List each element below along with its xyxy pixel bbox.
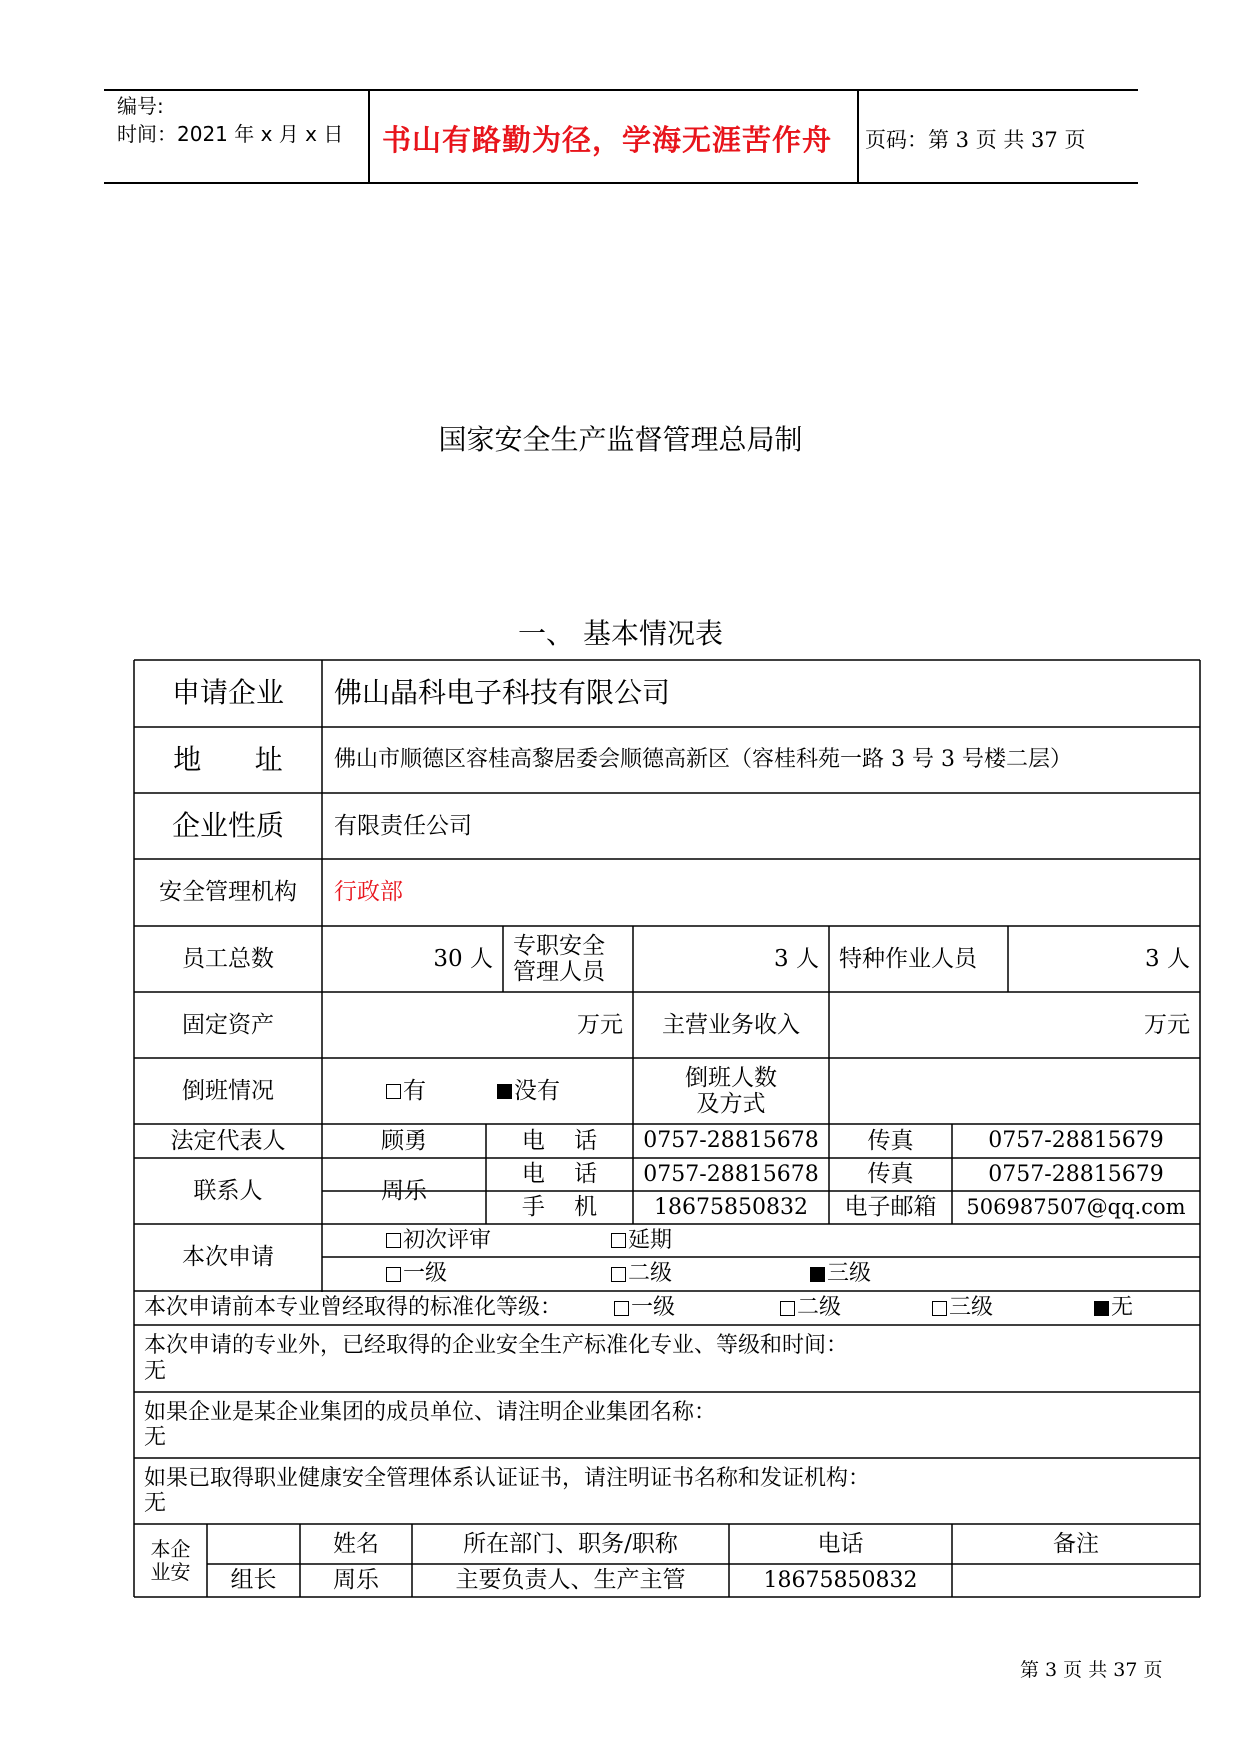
legal-name: 顾勇 bbox=[381, 1127, 427, 1154]
legal-phone: 0757-28815678 bbox=[643, 1128, 819, 1154]
revenue-label: 主营业务收入 bbox=[662, 1011, 800, 1038]
empty-box-icon[interactable] bbox=[611, 1267, 626, 1282]
checked-box-icon[interactable] bbox=[810, 1267, 825, 1282]
team-side-label-line-0: 本企 bbox=[150, 1536, 191, 1561]
assets-label: 固定资产 bbox=[182, 1011, 274, 1038]
issuer-line: 国家安全生产监督管理总局制 bbox=[438, 423, 803, 456]
checked-box-icon[interactable] bbox=[497, 1084, 512, 1099]
empty-box-icon[interactable] bbox=[932, 1301, 947, 1316]
contact-phone-label: 电 话 bbox=[521, 1161, 598, 1188]
group-membership-line-1: 无 bbox=[144, 1425, 167, 1450]
prior-level-1[interactable] bbox=[614, 1291, 724, 1325]
staff-label: 员工总数 bbox=[182, 945, 274, 972]
shift-option-yes-label: 有 bbox=[403, 1077, 426, 1104]
prior-level-none-label: 无 bbox=[1111, 1295, 1134, 1321]
section-title: 一、 基本情况表 bbox=[518, 617, 723, 650]
safety-staff-value: 3 人 bbox=[774, 945, 819, 972]
empty-box-icon[interactable] bbox=[780, 1301, 795, 1316]
safety-staff-label bbox=[513, 926, 633, 992]
team-side-label-line-1: 业安 bbox=[150, 1559, 191, 1584]
prior-level-3[interactable] bbox=[932, 1291, 1042, 1325]
prior-level-3-label: 三级 bbox=[949, 1295, 994, 1321]
company-label: 申请企业 bbox=[171, 676, 284, 710]
team-row-role: 组长 bbox=[230, 1567, 277, 1594]
contact-fax-label: 传真 bbox=[867, 1161, 914, 1188]
group-membership-line-0: 如果企业是某企业集团的成员单位、请注明企业集团名称： bbox=[144, 1399, 717, 1425]
apply-type-extension-label: 延期 bbox=[628, 1227, 673, 1253]
contact-phone: 0757-28815678 bbox=[643, 1161, 819, 1187]
header-motto: 书山有路勤为径，学海无涯苦作舟 bbox=[381, 123, 832, 157]
shift-count-label-line-0: 倒班人数 bbox=[685, 1064, 777, 1091]
special-value: 3 人 bbox=[1145, 945, 1190, 972]
other-standards-line-1: 无 bbox=[144, 1358, 167, 1384]
apply-level-1-label: 一级 bbox=[403, 1261, 448, 1287]
nature-label: 企业性质 bbox=[171, 808, 284, 842]
empty-box-icon[interactable] bbox=[386, 1233, 401, 1248]
ohs-certificate bbox=[144, 1458, 1194, 1524]
apply-level-3-label: 三级 bbox=[827, 1261, 872, 1287]
apply-level-2[interactable] bbox=[611, 1257, 731, 1291]
team-header-note: 备注 bbox=[1053, 1530, 1099, 1557]
contact-mobile: 18675850832 bbox=[654, 1194, 808, 1220]
team-header-name: 姓名 bbox=[333, 1530, 379, 1557]
apply-type-initial[interactable] bbox=[386, 1224, 566, 1257]
org-label: 安全管理机构 bbox=[159, 879, 297, 906]
team-header-phone: 电话 bbox=[817, 1530, 864, 1557]
empty-box-icon[interactable] bbox=[386, 1084, 401, 1099]
empty-box-icon[interactable] bbox=[386, 1267, 401, 1282]
legal-phone-label: 电 话 bbox=[521, 1127, 598, 1154]
prior-level-1-label: 一级 bbox=[631, 1295, 676, 1321]
team-header-role bbox=[207, 1524, 300, 1564]
apply-level-1[interactable] bbox=[386, 1257, 506, 1291]
contact-fax: 0757-28815679 bbox=[988, 1161, 1164, 1187]
checked-box-icon[interactable] bbox=[1094, 1301, 1109, 1316]
prior-level-2[interactable] bbox=[780, 1291, 890, 1325]
prior-level-2-label: 二级 bbox=[797, 1295, 842, 1321]
page-footer: 第 3 页 共 37 页 bbox=[1020, 1659, 1163, 1681]
team-row-phone: 18675850832 bbox=[763, 1567, 918, 1593]
contact-label: 联系人 bbox=[193, 1177, 263, 1204]
team-side-label bbox=[134, 1524, 207, 1597]
shift-count-label-line-1: 及方式 bbox=[696, 1091, 766, 1117]
nature-value: 有限责任公司 bbox=[334, 812, 472, 839]
ohs-certificate-line-1: 无 bbox=[144, 1491, 167, 1516]
apply-label: 本次申请 bbox=[182, 1244, 274, 1271]
email-label: 电子邮箱 bbox=[844, 1194, 937, 1221]
ohs-certificate-line-0: 如果已取得职业健康安全管理体系认证证书，请注明证书名称和发证机构： bbox=[144, 1465, 871, 1491]
address-value: 佛山市顺德区容桂高黎居委会顺德高新区（容桂科苑一路 3 号 3 号楼二层） bbox=[334, 747, 1072, 773]
team-row-name: 周乐 bbox=[333, 1567, 379, 1594]
contact-name: 周乐 bbox=[381, 1177, 427, 1204]
apply-level-3[interactable] bbox=[810, 1257, 930, 1291]
other-standards-line-0: 本次申请的专业外，已经取得的企业安全生产标准化专业、等级和时间： bbox=[144, 1333, 849, 1359]
serial-label: 编号: bbox=[117, 94, 164, 118]
team-row-note bbox=[952, 1564, 1200, 1597]
mobile-label: 手 机 bbox=[521, 1194, 598, 1221]
empty-box-icon[interactable] bbox=[611, 1233, 626, 1248]
apply-level-2-label: 二级 bbox=[628, 1261, 673, 1287]
header-page-number: 页码：第 3 页 共 37 页 bbox=[865, 128, 1086, 152]
apply-type-extension[interactable] bbox=[611, 1224, 751, 1257]
safety-staff-label-line-0: 专职安全 bbox=[513, 932, 605, 959]
shift-option-no-label: 没有 bbox=[514, 1077, 560, 1104]
apply-type-initial-label: 初次评审 bbox=[403, 1227, 492, 1253]
legal-fax: 0757-28815679 bbox=[988, 1128, 1164, 1154]
revenue-unit: 万元 bbox=[1144, 1011, 1190, 1038]
time-label: 时间：2021 年 x 月 x 日 bbox=[117, 122, 344, 146]
assets-unit: 万元 bbox=[577, 1011, 623, 1038]
prior-level-label: 本次申请前本专业曾经取得的标准化等级： bbox=[144, 1295, 563, 1321]
shift-count-label bbox=[633, 1058, 829, 1124]
special-label: 特种作业人员 bbox=[839, 945, 977, 972]
org-value: 行政部 bbox=[334, 879, 403, 906]
team-row-dept: 主要负责人、生产主管 bbox=[455, 1567, 686, 1594]
team-header-dept: 所在部门、职务/职称 bbox=[463, 1530, 678, 1557]
shift-label: 倒班情况 bbox=[182, 1077, 274, 1104]
shift-option-no[interactable] bbox=[497, 1058, 617, 1124]
shift-option-yes[interactable] bbox=[386, 1058, 486, 1124]
prior-level-none[interactable] bbox=[1094, 1291, 1174, 1325]
legal-fax-label: 传真 bbox=[867, 1127, 914, 1154]
empty-box-icon[interactable] bbox=[614, 1301, 629, 1316]
other-standards bbox=[144, 1325, 1194, 1392]
group-membership bbox=[144, 1392, 1194, 1458]
safety-staff-label-line-1: 管理人员 bbox=[513, 959, 605, 985]
shift-count-value bbox=[839, 1058, 1190, 1124]
company-value: 佛山晶科电子科技有限公司 bbox=[334, 676, 671, 710]
staff-value: 30 人 bbox=[433, 945, 493, 972]
contact-email: 506987507@qq.com bbox=[966, 1195, 1186, 1220]
legal-label: 法定代表人 bbox=[170, 1127, 286, 1154]
address-label: 地 址 bbox=[173, 742, 283, 776]
